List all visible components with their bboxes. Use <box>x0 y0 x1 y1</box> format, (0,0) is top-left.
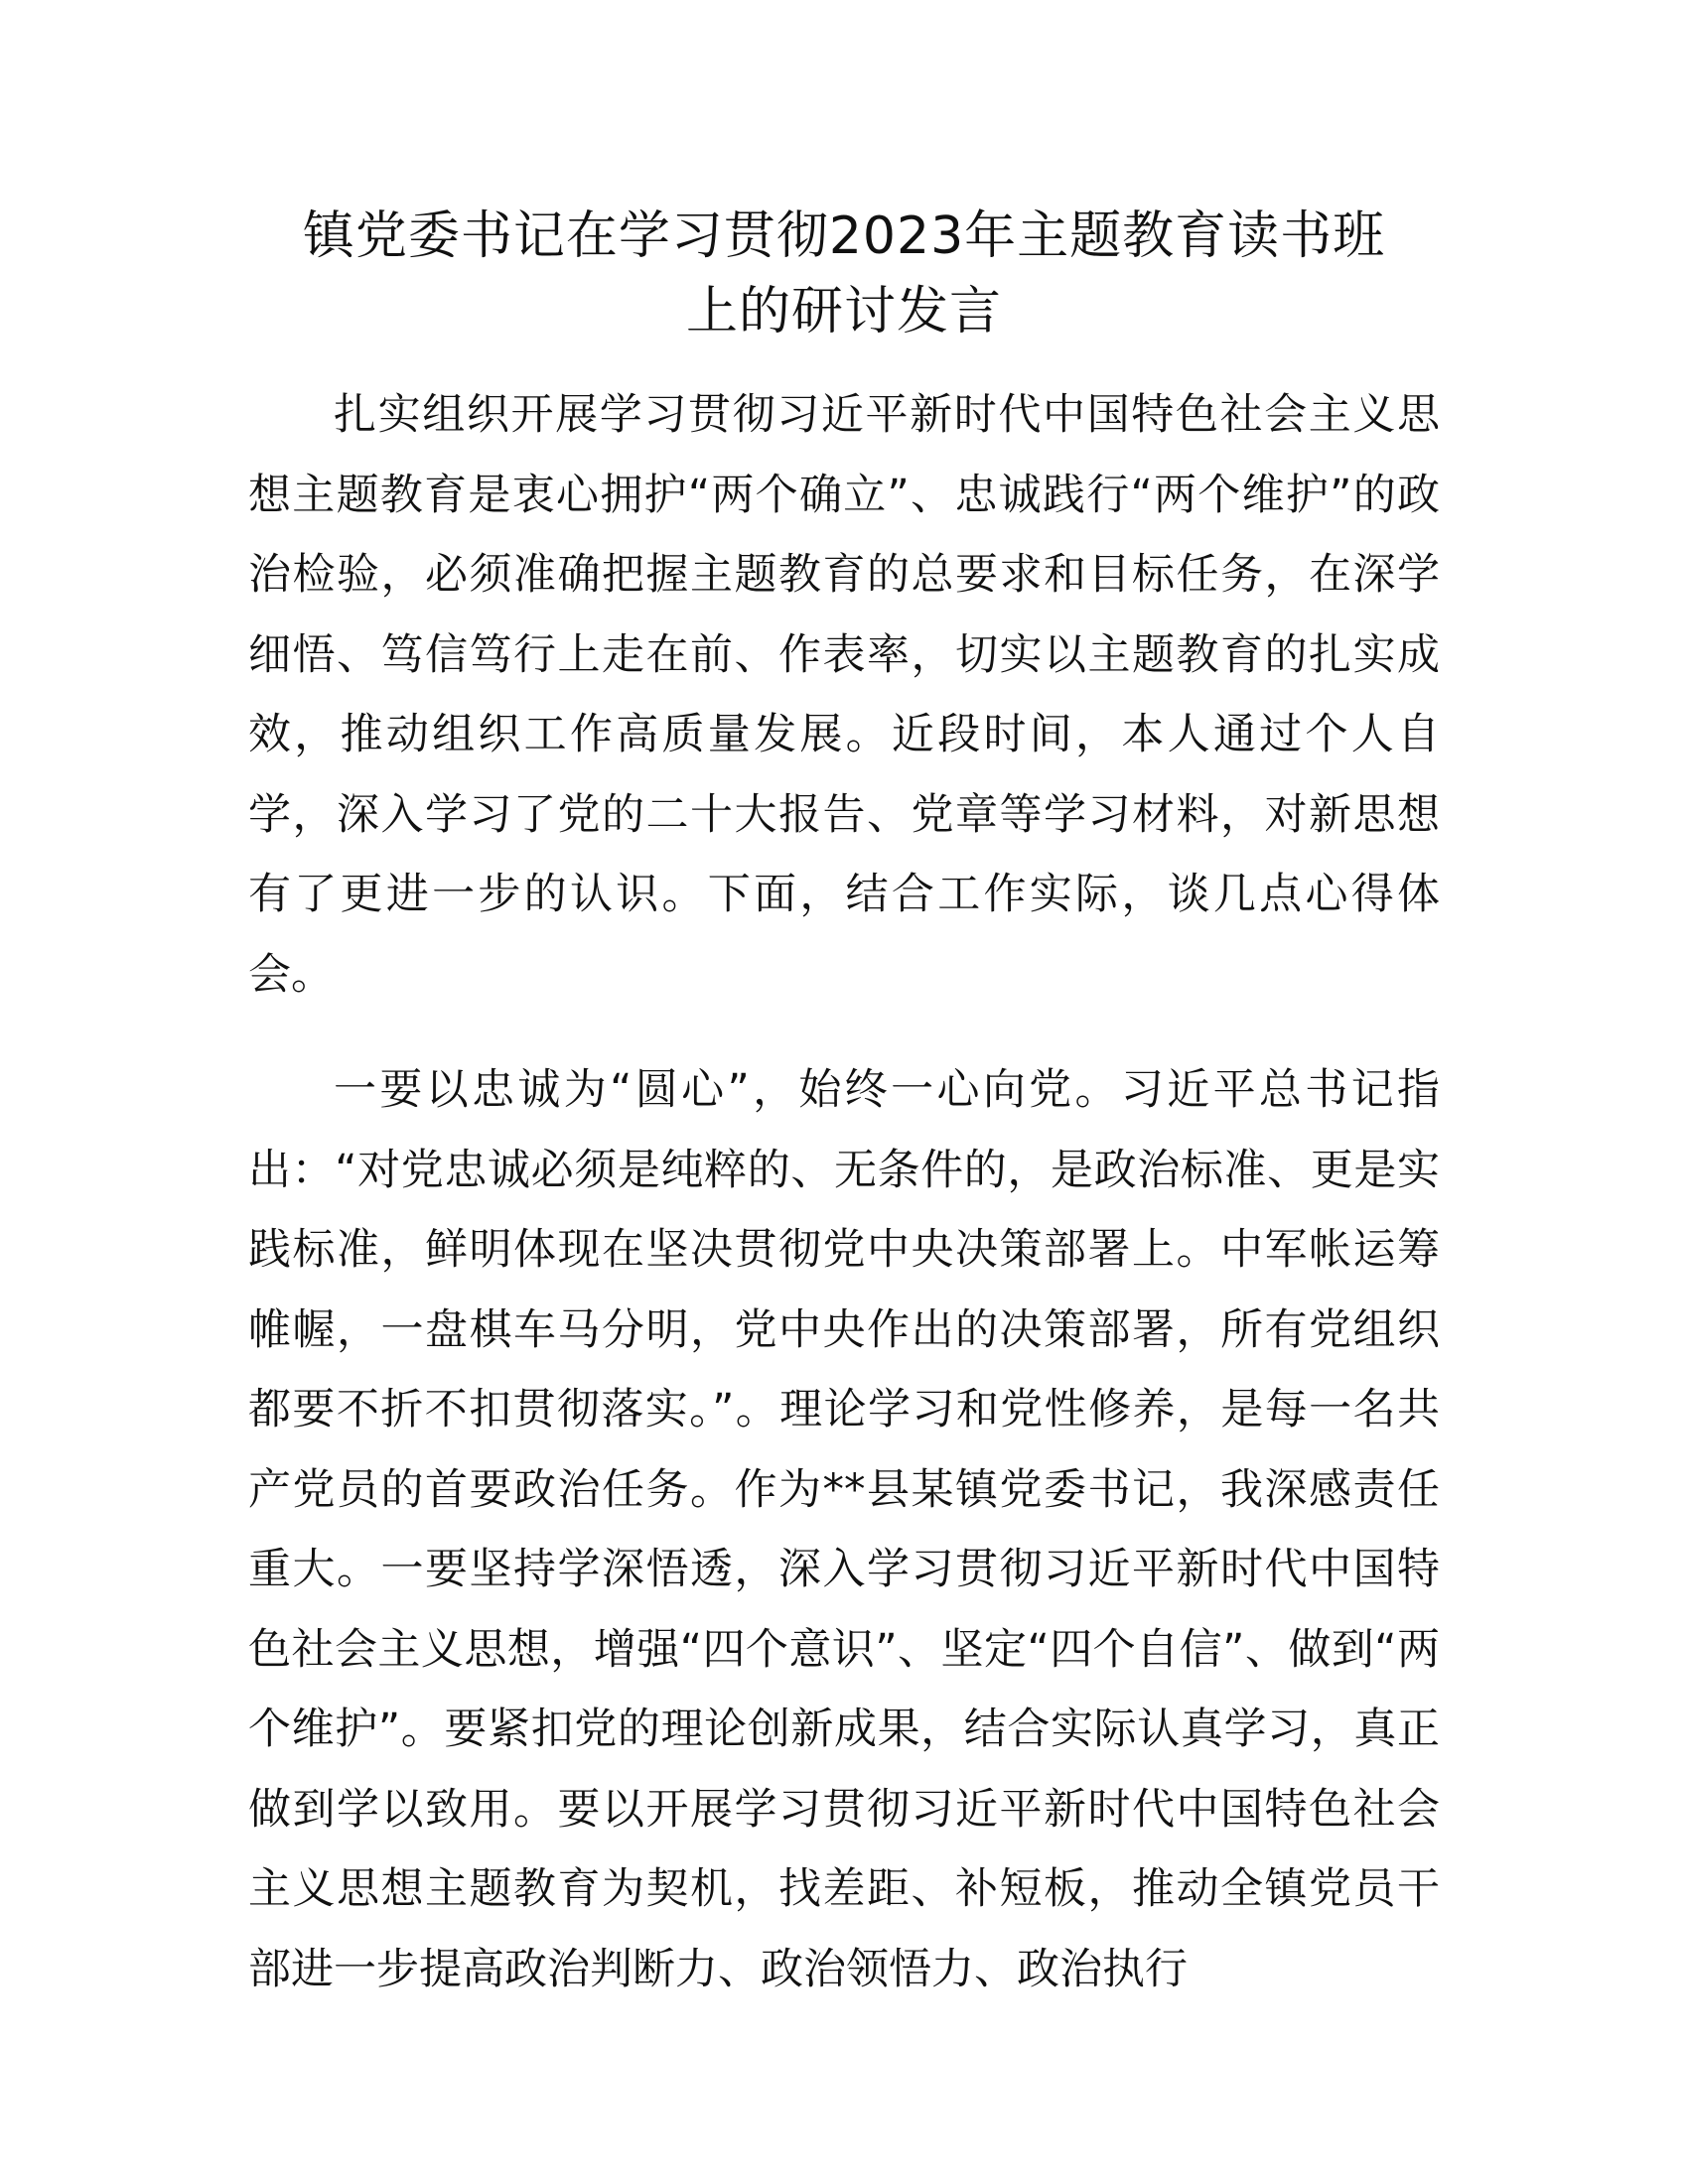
paragraph-intro: 扎实组织开展学习贯彻习近平新时代中国特色社会主义思想主题教育是衷心拥护“两个确立”、忠诚践行“两个维护”的政治检验，必须准确把握主题教育的总要求和目标任务，在深学细悟、笃信笃行上走在前、作表率，切实以主题教育的扎实成效，推动组织工作高质量发展。近段时间，本人通过个人自学，深入学习了党的二十大报告、党章等学习材料，对新思想有了更进一步的认识。下面，结合工作实际，谈几点心得体会。 <box>248 390 1440 1000</box>
title-line-1: 镇党委书记在学习贯彻2023年主题教育读书班 <box>302 206 1386 266</box>
paragraph-point-one: 一要以忠诚为“圆心”，始终一心向党。习近平总书记指出：“对党忠诚必须是纯粹的、无条件的，是政治标准、更是实践标准，鲜明体现在坚决贯彻党中央决策部署上。中军帐运筹帷幄，一盘棋车马分明，党中央作出的决策部署，所有党组织都要不折不扣贯彻落实。”。理论学习和党性修养，是每一名共产党员的首要政治任务。作为**县某镇党委书记，我深感责任重大。一要坚持学深悟透，深入学习贯彻习近平新时代中国特色社会主义思想，增强“四个意识”、坚定“四个自信”、做到“两个维护”。要紧扣党的理论创新成果，结合实际认真学习，真正做到学以致用。要以开展学习贯彻习近平新时代中国特色社会主义思想主题教育为契机，找差距、补短板，推动全镇党员干部进一步提高政治判断力、政治领悟力、政治执行 <box>248 1065 1440 1994</box>
document-body <box>248 375 1440 2009</box>
document-title <box>238 199 1450 349</box>
title-line-2: 上的研讨发言 <box>685 282 1002 341</box>
